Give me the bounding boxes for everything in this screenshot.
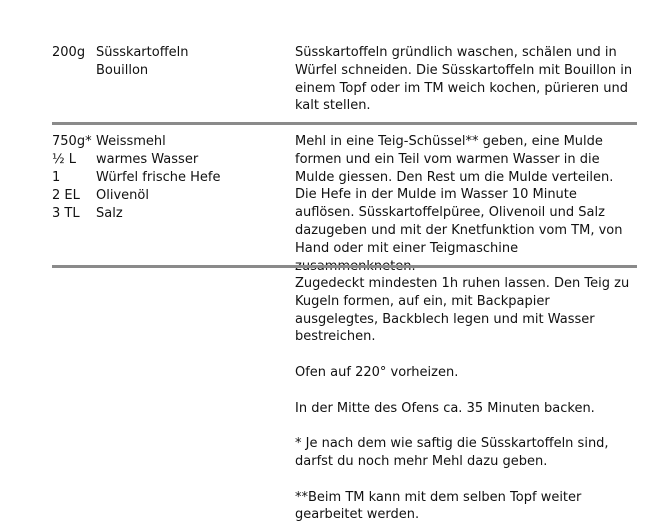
ingredient-name: Weissmehl [96, 134, 166, 149]
instruction-paragraph: Zugedeckt mindesten 1h ruhen lassen. Den Teig zu Kugeln formen, auf ein, mit Backpapier ausgelegtes, Backblech legen und mit Wasser bestreichen. [295, 276, 630, 345]
ingredient-row [52, 44, 282, 62]
instructions [295, 133, 635, 275]
ingredient-quantity: 2 EL [52, 188, 80, 203]
ingredient-row [52, 151, 282, 169]
section-divider [52, 122, 637, 125]
footnote: **Beim TM kann mit dem selben Topf weiter gearbeitet werden. [295, 489, 582, 523]
ingredient-name: Würfel frische Hefe [96, 170, 221, 185]
ingredient-row [52, 133, 282, 151]
ingredient-name: Süsskartoffeln [96, 45, 189, 60]
ingredient-list [52, 133, 282, 223]
ingredient-name: Bouillon [96, 63, 149, 78]
instruction-paragraph: Ofen auf 220° vorheizen. [295, 364, 459, 380]
ingredient-name: warmes Wasser [96, 152, 199, 167]
ingredient-row [52, 187, 282, 205]
ingredient-list [52, 44, 282, 80]
instruction-paragraph: Süsskartoffeln gründlich waschen, schälen und in Würfel schneiden. Die Süsskartoffeln mit Bouillon in einem Topf oder im TM weich kochen, pürieren und kalt stellen. [295, 45, 633, 114]
ingredient-quantity: 200g [52, 45, 86, 60]
ingredient-quantity: 750g* [52, 134, 92, 149]
ingredient-name: Salz [96, 206, 123, 221]
section-divider [52, 265, 637, 268]
ingredient-row [52, 169, 282, 187]
ingredient-quantity: 1 [52, 170, 61, 185]
instructions [295, 275, 635, 524]
instructions [295, 44, 635, 115]
ingredient-name: Olivenöl [96, 188, 149, 203]
instruction-paragraph: Mehl in eine Teig-Schüssel** geben, eine Mulde formen und ein Teil vom warmen Wasser in die Mulde giessen. Den Rest um die Mulde verteilen. Die Hefe in der Mulde im Wasser 10 Minute auflösen. Süsskartoffelpüree, Olivenoil und Salz dazugeben und mit der Knetfunktion vom TM, von Hand oder mit einer Teigmaschine [295, 134, 623, 256]
ingredient-row [52, 205, 282, 223]
ingredient-quantity: 3 TL [52, 206, 80, 221]
ingredient-row [52, 62, 282, 80]
instruction-paragraph: In der Mitte des Ofens ca. 35 Minuten backen. [295, 400, 595, 416]
footnote: * Je nach dem wie saftig die Süsskartoffeln sind, darfst du noch mehr Mehl dazu geben. [295, 436, 609, 469]
ingredient-quantity: ½ L [52, 152, 76, 167]
